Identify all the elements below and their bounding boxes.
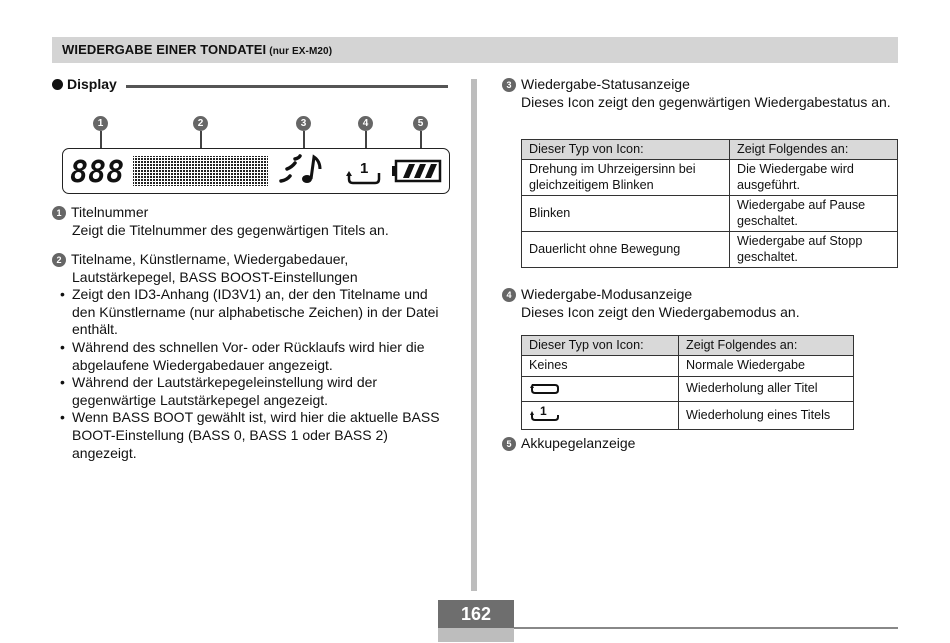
bullet-item: • Während der Lautstärkepegeleinstellung wird der gegenwärtige Lautstärkepegel angezeigt. bbox=[60, 374, 452, 409]
num-badge-1: 1 bbox=[52, 206, 66, 220]
lcd-display bbox=[62, 148, 450, 194]
battery-icon bbox=[392, 161, 440, 181]
table-header-row bbox=[522, 140, 898, 160]
table-cell: Keines bbox=[522, 356, 679, 377]
table-cell: Normale Wiedergabe bbox=[679, 356, 854, 377]
table-header: Zeigt Folgendes an: bbox=[730, 140, 898, 160]
status-table bbox=[521, 139, 898, 268]
bullet-item: • Während des schnellen Vor- oder Rücklaufs wird hier die abgelaufene Wiedergabedauer angezeigt. bbox=[60, 339, 452, 374]
bullet-item: • Wenn BASS BOOT gewählt ist, wird hier die aktuelle BASS BOOT-Einstellung (BASS 0, BASS 1 oder BASS 2) angezeigt. bbox=[60, 409, 452, 462]
table-cell: Dauerlicht ohne Bewegung bbox=[522, 232, 730, 268]
callout-4: 4 bbox=[358, 116, 373, 131]
display-callouts bbox=[52, 116, 452, 146]
section-title bbox=[62, 42, 332, 57]
page-number-bar bbox=[438, 628, 514, 642]
table-header: Dieser Typ von Icon: bbox=[522, 336, 679, 356]
table-header: Dieser Typ von Icon: bbox=[522, 140, 730, 160]
callout-line-4 bbox=[365, 131, 367, 148]
item-title: Titelnummer bbox=[71, 204, 149, 220]
lcd-dot-matrix bbox=[133, 156, 268, 186]
repeat-one-icon bbox=[346, 160, 379, 183]
item-title: Wiedergabe-Modusanzeige bbox=[521, 286, 693, 302]
num-badge-2: 2 bbox=[52, 253, 66, 267]
table-cell: Wiederholung aller Titel bbox=[679, 376, 854, 402]
bullet-item: • Zeigt den ID3-Anhang (ID3V1) an, der den Titelname und den Künstlername (nur alphabetische Zeichen) in der Datei enthält. bbox=[60, 286, 452, 339]
table-row bbox=[522, 232, 898, 268]
item-body: Dieses Icon zeigt den gegenwärtigen Wiedergabestatus an. bbox=[521, 93, 891, 110]
callout-1: 1 bbox=[93, 116, 108, 131]
display-heading-label: Display bbox=[67, 76, 117, 92]
status-note-icon bbox=[281, 156, 320, 183]
lcd-display-graphic bbox=[63, 149, 449, 193]
table-row bbox=[522, 160, 898, 196]
table-row bbox=[522, 376, 854, 402]
callout-line-2 bbox=[200, 131, 202, 148]
item-titelname bbox=[52, 251, 452, 462]
bullet-icon bbox=[52, 79, 63, 90]
callout-5: 5 bbox=[413, 116, 428, 131]
item-mode bbox=[502, 286, 902, 321]
item-status bbox=[502, 76, 902, 111]
table-cell: Blinken bbox=[522, 196, 730, 232]
heading-rule bbox=[126, 85, 448, 88]
callout-line-1 bbox=[100, 131, 102, 148]
left-column bbox=[52, 76, 452, 461]
section-header bbox=[52, 37, 898, 63]
repeat-one-digit: 1 bbox=[540, 404, 547, 418]
item-title: Akkupegelanzeige bbox=[521, 435, 636, 451]
item-titelnummer bbox=[52, 204, 452, 239]
table-row bbox=[522, 196, 898, 232]
repeat-one-digit: 1 bbox=[360, 160, 369, 177]
table-row bbox=[522, 356, 854, 377]
num-badge-3: 3 bbox=[502, 78, 516, 92]
item-body: Dieses Icon zeigt den Wiedergabemodus an. bbox=[521, 303, 800, 320]
num-badge-4: 4 bbox=[502, 288, 516, 302]
callout-2: 2 bbox=[193, 116, 208, 131]
callout-3: 3 bbox=[296, 116, 311, 131]
table-header: Zeigt Folgendes an: bbox=[679, 336, 854, 356]
item-title-line1: Titelname, Künstlername, Wiedergabedauer, bbox=[71, 251, 349, 267]
mode-table bbox=[521, 335, 854, 430]
bullet-list bbox=[52, 286, 452, 462]
num-badge-5: 5 bbox=[502, 437, 516, 451]
table-cell: Die Wiedergabe wird ausgeführt. bbox=[730, 160, 898, 196]
callout-line-3 bbox=[303, 131, 305, 148]
table-cell: Wiederholung eines Titels bbox=[679, 402, 854, 430]
item-battery bbox=[502, 435, 902, 453]
table-cell: Drehung im Uhrzeigersinn bei gleichzeitigem Blinken bbox=[522, 160, 730, 196]
table-cell: Wiedergabe auf Pause geschaltet. bbox=[730, 196, 898, 232]
item-body: Zeigt die Titelnummer des gegenwärtigen Titels an. bbox=[72, 221, 389, 238]
footer-rule bbox=[514, 627, 898, 629]
callout-line-5 bbox=[420, 131, 422, 148]
section-subtitle: (nur EX-M20) bbox=[269, 46, 333, 57]
repeat-all-icon bbox=[529, 379, 563, 395]
table-cell bbox=[522, 402, 679, 430]
repeat-one-icon bbox=[529, 404, 563, 422]
page-number: 162 bbox=[438, 600, 514, 628]
lcd-track-digits: 888 bbox=[70, 155, 125, 190]
column-divider bbox=[471, 79, 477, 591]
table-header-row bbox=[522, 336, 854, 356]
table-row bbox=[522, 402, 854, 430]
item-title: Wiedergabe-Statusanzeige bbox=[521, 76, 690, 92]
section-title-text: WIEDERGABE EINER TONDATEI bbox=[62, 42, 267, 57]
display-heading bbox=[52, 76, 452, 96]
table-cell bbox=[522, 376, 679, 402]
item-title-line2: Lautstärkepegel, BASS BOOST-Einstellungen bbox=[72, 268, 358, 285]
table-cell: Wiedergabe auf Stopp geschaltet. bbox=[730, 232, 898, 268]
